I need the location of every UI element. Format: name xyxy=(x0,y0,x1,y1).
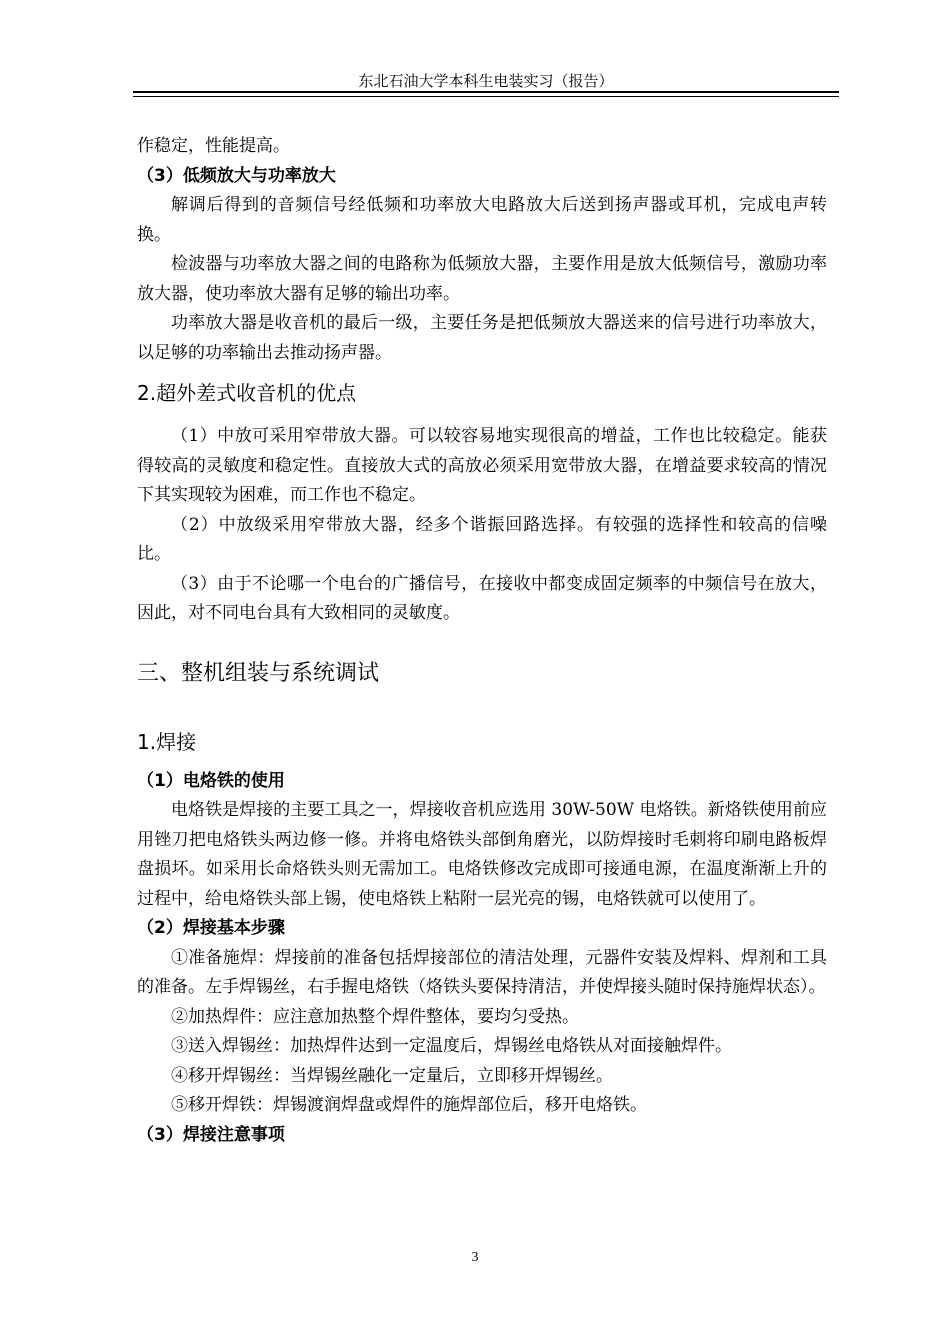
subheading-welding-notes: （3）焊接注意事项 xyxy=(137,1124,285,1145)
paragraph-power-amp: 功率放大器是收音机的最后一级，主要任务是把低频放大器送来的信号进行功率放大，以足够的功率输出去推动扬声器。 xyxy=(137,313,827,363)
paragraph-low-freq-amp: 检波器与功率放大器之间的电路称为低频放大器，主要作用是放大低频信号，激励功率放大器，使功率放大器有足够的输出功率。 xyxy=(137,254,827,304)
paragraph-continuation: 作稳定，性能提高。 xyxy=(137,136,290,156)
heading-chapter-3: 三、整机组装与系统调试 xyxy=(137,660,380,686)
subheading-low-freq-amp: （3）低频放大与功率放大 xyxy=(137,165,336,186)
paragraph-demod: 解调后得到的音频信号经低频和功率放大电路放大后送到扬声器或耳机，完成电声转换。 xyxy=(137,195,827,245)
subheading-welding-steps: （2）焊接基本步骤 xyxy=(137,918,285,938)
paragraph-advantage-1: （1）中放可采用窄带放大器。可以较容易地实现很高的增益，工作也比较稳定。能获得较高的灵敏度和稳定性。直接放大式的高放必须采用宽带放大器，在增益要求较高的情况下其实现较为困难，而工作也不稳定。 xyxy=(137,426,827,505)
paragraph-advantage-2: （2）中放级采用窄带放大器，经多个谐振回路选择。有较强的选择性和较高的信噪比。 xyxy=(137,514,827,564)
heading-welding: 1.焊接 xyxy=(137,729,197,754)
paragraph-advantage-3: （3）由于不论哪一个电台的广播信号，在接收中都变成固定频率的中频信号在放大，因此，对不同电台具有大致相同的灵敏度。 xyxy=(137,573,827,623)
paragraph-step-1: ①准备施焊：焊接前的准备包括焊接部位的清洁处理，元器件安装及焊料、焊剂和工具的准备。左手焊锡丝，右手握电烙铁（烙铁头要保持清洁，并使焊接头随时保持施焊状态）。 xyxy=(137,947,827,997)
heading-superhet-advantages: 2.超外差式收音机的优点 xyxy=(137,381,357,405)
paragraph-step-4: ④移开焊锡丝：当焊锡丝融化一定量后，立即移开焊锡丝。 xyxy=(171,1065,613,1086)
subheading-iron-usage: （1）电烙铁的使用 xyxy=(137,770,285,791)
paragraph-step-3: ③送入焊锡丝：加热焊件达到一定温度后，焊锡丝电烙铁从对面接触焊件。 xyxy=(171,1036,732,1056)
paragraph-step-2: ②加热焊件：应注意加热整个焊件整体，要均匀受热。 xyxy=(171,1006,579,1027)
header-rule-thick xyxy=(133,91,839,93)
page-number: 3 xyxy=(471,1250,479,1265)
paragraph-iron-usage: 电烙铁是焊接的主要工具之一，焊接收音机应选用 30W-50W 电烙铁。新烙铁使用前应用锉刀把电烙铁头两边修一修。并将电烙铁头部倒角磨光，以防焊接时毛刺将印刷电路板焊盘损坏。如采用长命烙铁头则无需加工。电烙铁修改完成即可接通电源，在温度渐渐上升的过程中，给电烙铁头部上锡，使电烙铁上粘附一层光亮的锡，电烙铁就可以使用了。 xyxy=(137,800,827,909)
page-content xyxy=(137,132,827,1150)
header-rule-thin xyxy=(133,96,839,97)
paragraph-step-5: ⑤移开焊铁：焊锡渡润焊盘或焊件的施焊部位后，移开电烙铁。 xyxy=(171,1095,647,1115)
page-header-title: 东北石油大学本科生电装实习（报告） xyxy=(358,72,614,90)
